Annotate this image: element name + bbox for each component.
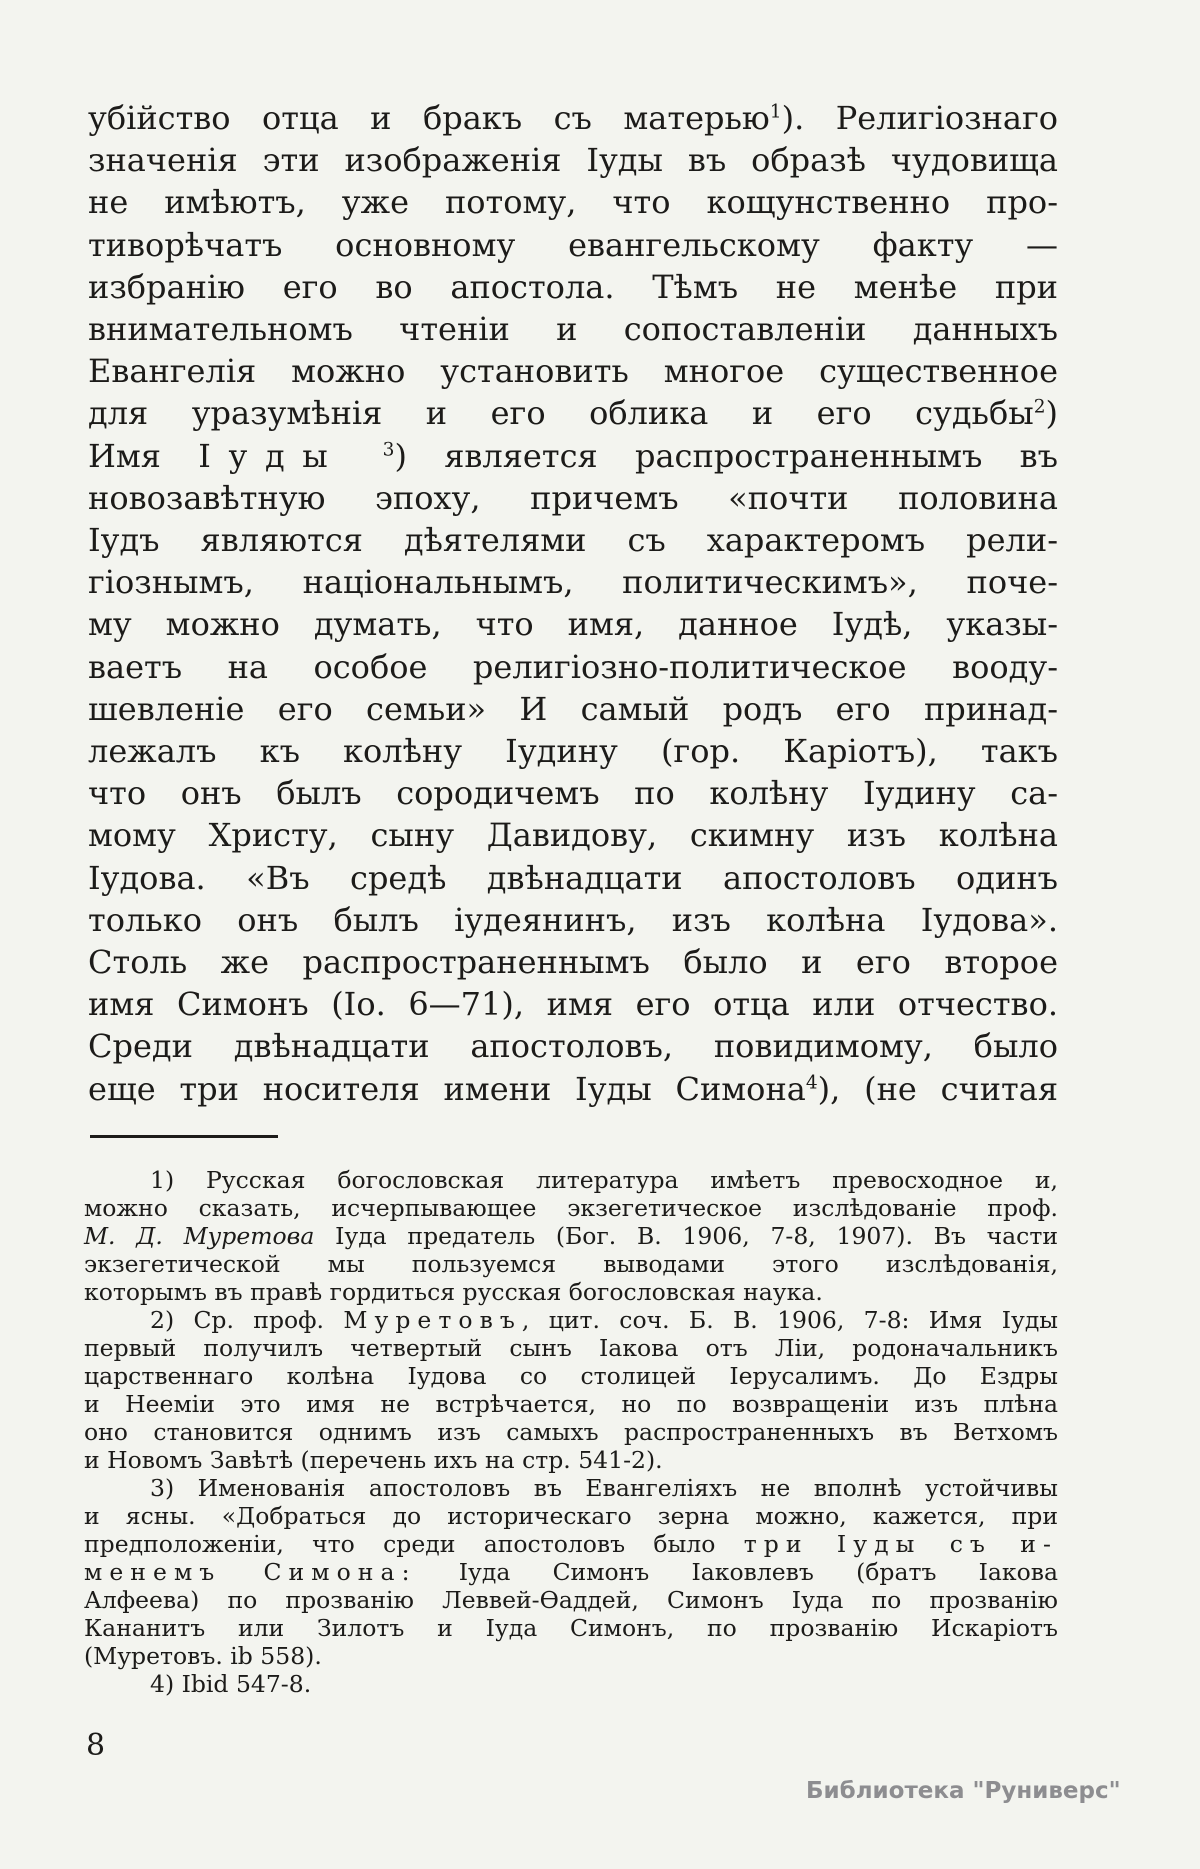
- text-segment: предположеніи, что среди апостоловъ было: [84, 1530, 744, 1558]
- text-line: [88, 435, 1058, 477]
- text-segment: ваетъ на особое религіозно-политическое вооду-: [88, 647, 1058, 686]
- text-segment: внимательномъ чтеніи и сопоставленіи данныхъ: [88, 310, 1058, 349]
- text-line: [88, 1068, 1058, 1110]
- text-segment: Іуда Симонъ Іаковлевъ (братъ Іакова: [416, 1558, 1058, 1586]
- text-segment: Іудова. «Въ средѣ двѣнадцати апостоловъ одинъ: [88, 858, 1058, 897]
- text-segment: первый получилъ четвертый сынъ Іакова отъ Ліи, родоначальникъ: [84, 1334, 1058, 1362]
- text-segment: которымъ въ правѣ гордиться русская богословская наука.: [84, 1278, 823, 1306]
- watermark: Библиотека "Руниверс": [806, 1778, 1121, 1804]
- text-segment: экзегетической мы пользуемся выводами этого изслѣдованія,: [84, 1250, 1058, 1278]
- text-segment: [921, 1530, 949, 1558]
- text-line: [88, 941, 1058, 983]
- text-segment: новозавѣтную эпоху, причемъ «почти половина: [88, 478, 1058, 517]
- text-line: [88, 772, 1058, 814]
- text-line: [88, 350, 1058, 392]
- text-segment: [221, 1558, 263, 1586]
- text-segment: (Муретовъ. ib 558).: [84, 1642, 322, 1670]
- text-segment: три: [743, 1530, 809, 1558]
- text-line: [88, 730, 1058, 772]
- text-line: [88, 181, 1058, 223]
- text-line: [88, 688, 1058, 730]
- text-segment: гіознымъ, національнымъ, политическимъ», поче-: [88, 563, 1058, 602]
- text-segment: значенія эти изображенія Іуды въ образѣ чудовища: [88, 141, 1058, 180]
- text-line: [84, 1558, 1058, 1586]
- text-line: [88, 477, 1058, 519]
- text-segment: тиворѣчатъ основному евангельскому факту —: [88, 225, 1058, 264]
- text-segment: избранію его во апостола. Тѣмъ не менѣе при: [88, 267, 1058, 306]
- text-line: [84, 1334, 1058, 1362]
- text-segment: 3) Именованія апостоловъ въ Евангеліяхъ не вполнѣ устойчивы: [150, 1474, 1058, 1502]
- text-line: [88, 392, 1058, 434]
- text-segment: [992, 1530, 1020, 1558]
- text-segment: оно становится однимъ изъ самыхъ распространенныхъ въ Ветхомъ: [84, 1418, 1058, 1446]
- text-segment: Симона:: [263, 1558, 417, 1586]
- text-segment: Іуда предатель (Бог. В. 1906, 7-8, 1907). Въ части: [314, 1222, 1058, 1250]
- text-segment: убійство отца и бракъ съ матерью: [88, 99, 770, 137]
- text-segment: Іуды: [836, 1530, 922, 1558]
- text-segment: ) является распространеннымъ въ: [394, 436, 1059, 475]
- text-segment: можно сказать, исчерпывающее экзегетическое изслѣдованіе проф.: [84, 1194, 1058, 1222]
- text-line: [84, 1222, 1058, 1250]
- text-segment: для уразумѣнія и его облика и его судьбы: [88, 394, 1034, 433]
- text-segment: Алфеева) по прозванію Леввей-Ѳаддей, Симонъ Іуда по прозванію: [84, 1586, 1058, 1614]
- text-segment: мому Христу, сыну Давидову, скимну изъ колѣна: [88, 816, 1058, 855]
- text-line: [84, 1586, 1058, 1614]
- main-text-block: [88, 97, 1058, 1110]
- text-segment: царственнаго колѣна Іудова со столицей Іерусалимъ. До Ездры: [84, 1362, 1058, 1390]
- text-segment: Іудъ являются дѣятелями съ характеромъ рели-: [88, 521, 1058, 560]
- text-segment: Среди двѣнадцати апостоловъ, повидимому, было: [88, 1027, 1058, 1066]
- footnote-marker: 2: [1033, 396, 1046, 418]
- footnote-separator: [90, 1135, 278, 1138]
- text-segment: и ясны. «Добраться до историческаго зерна можно, кажется, при: [84, 1502, 1058, 1530]
- text-segment: Имя: [88, 436, 199, 475]
- footnote-marker: 1: [769, 101, 782, 123]
- text-line: [88, 308, 1058, 350]
- text-segment: съ: [949, 1530, 992, 1558]
- text-line: [84, 1670, 1058, 1698]
- text-segment: Муретовъ: [343, 1306, 522, 1334]
- text-segment: еще три носителя имени Іуды Симона: [88, 1069, 806, 1108]
- text-segment: только онъ былъ іудеянинъ, изъ колѣна Іудова».: [88, 900, 1058, 939]
- text-segment: 2) Ср. проф.: [150, 1306, 344, 1334]
- text-segment: и Новомъ Завѣтѣ (перечень ихъ на стр. 541-2).: [84, 1446, 663, 1474]
- text-line: [84, 1446, 1058, 1474]
- text-segment: и Нееміи это имя не встрѣчается, но по возвращеніи изъ плѣна: [84, 1390, 1058, 1418]
- text-line: [88, 603, 1058, 645]
- text-line: [88, 899, 1058, 941]
- text-segment: му можно думать, что имя, данное Іудѣ, указы-: [88, 605, 1058, 644]
- text-line: [84, 1418, 1058, 1446]
- page-number: 8: [86, 1728, 106, 1763]
- text-line: [84, 1194, 1058, 1222]
- text-line: [84, 1362, 1058, 1390]
- text-line: [88, 1025, 1058, 1067]
- text-segment: Столь же распространеннымъ было и его второе: [88, 943, 1058, 982]
- text-segment: менемъ: [84, 1558, 222, 1586]
- text-line: [88, 983, 1058, 1025]
- text-segment: и-: [1020, 1530, 1058, 1558]
- text-segment: Евангелія можно установить многое существенное: [88, 352, 1058, 391]
- text-line: [84, 1530, 1058, 1558]
- text-segment: М. Д. Муретова: [84, 1222, 315, 1250]
- text-segment: 4) Ibid 547-8.: [150, 1670, 312, 1698]
- text-segment: имя Симонъ (Іо. 6—71), имя его отца или отчество.: [88, 985, 1058, 1024]
- text-line: [84, 1278, 1058, 1306]
- text-segment: [809, 1530, 837, 1558]
- text-line: [84, 1166, 1058, 1194]
- footnotes-block: [84, 1166, 1058, 1698]
- text-line: [84, 1250, 1058, 1278]
- text-line: [88, 266, 1058, 308]
- text-segment: не имѣютъ, уже потому, что кощунственно про-: [88, 183, 1058, 222]
- text-line: [84, 1642, 1058, 1670]
- text-segment: лежалъ къ колѣну Іудину (гор. Каріотъ), такъ: [88, 732, 1058, 771]
- text-line: [84, 1390, 1058, 1418]
- text-line: [88, 646, 1058, 688]
- footnote-marker: 3: [382, 438, 395, 460]
- text-segment: ): [1045, 394, 1058, 433]
- text-line: [84, 1474, 1058, 1502]
- text-segment: [345, 437, 382, 475]
- text-segment: , цит. соч. Б. В. 1906, 7-8: Имя Іуды: [521, 1306, 1058, 1334]
- text-line: [88, 519, 1058, 561]
- text-segment: шевленіе его семьи» И самый родъ его принад-: [88, 689, 1058, 728]
- text-line: [88, 561, 1058, 603]
- text-line: [84, 1306, 1058, 1334]
- text-segment: ). Религіознаго: [781, 99, 1059, 137]
- text-line: [84, 1614, 1058, 1642]
- text-line: [84, 1502, 1058, 1530]
- text-segment: Кананитъ или Зилотъ и Іуда Симонъ, по прозванію Искаріотъ: [84, 1614, 1058, 1642]
- text-line: [88, 139, 1058, 181]
- text-line: [88, 224, 1058, 266]
- text-line: [88, 814, 1058, 856]
- text-segment: что онъ былъ сородичемъ по колѣну Іудину са-: [88, 774, 1058, 813]
- text-segment: ), (не считая: [817, 1069, 1059, 1108]
- text-segment: Іуды: [198, 436, 346, 475]
- footnote-marker: 4: [805, 1072, 818, 1094]
- text-segment: 1) Русская богословская литература имѣетъ превосходное и,: [150, 1166, 1058, 1194]
- text-line: [88, 97, 1058, 139]
- text-line: [88, 857, 1058, 899]
